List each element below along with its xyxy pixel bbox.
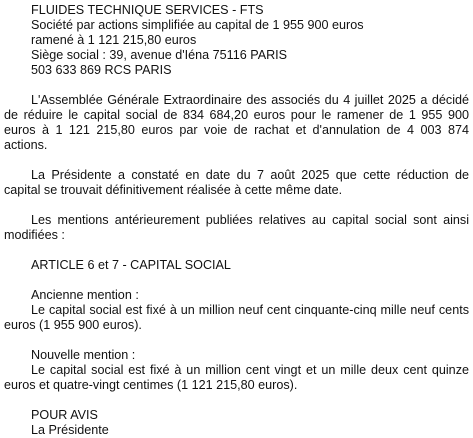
company-legal-form: Société par actions simplifiée au capital de 1 955 900 euros <box>31 18 364 32</box>
spacer <box>4 198 469 213</box>
spacer <box>4 393 469 408</box>
company-name: FLUIDES TECHNIQUE SERVICES - FTS <box>31 3 264 17</box>
assembly-decision-paragraph: L'Assemblée Générale Extraordinaire des associés du 4 juillet 2025 a décidé de réduire le capital social de 834 684,20 euros pour le ramener de 1 955 900 euros à 1 121 215,80 euros par voie de rachat et d'annulation de 4 003 874 actions. <box>4 93 469 152</box>
president-statement-paragraph: La Présidente a constaté en date du 7 août 2025 que cette réduction de capital se trouvait définitivement réalisée à cette même date. <box>4 168 469 197</box>
spacer <box>4 78 469 93</box>
spacer <box>4 273 469 288</box>
closing-pour-avis: POUR AVIS <box>31 408 98 422</box>
modifications-paragraph: Les mentions antérieurement publiées relatives au capital social sont ainsi modifiées : <box>4 213 469 242</box>
spacer <box>4 243 469 258</box>
company-capital-reduced: ramené à 1 121 215,80 euros <box>31 33 197 47</box>
new-mention-text: Le capital social est fixé à un million cent vingt et un mille deux cent quinze euros et quatre-vingt centimes (1 121 215,80 euros). <box>4 363 469 392</box>
company-address: Siège social : 39, avenue d'Iéna 75116 PARIS <box>31 48 288 62</box>
old-mention-label: Ancienne mention : <box>31 288 139 302</box>
spacer <box>4 153 469 168</box>
closing-signatory: La Présidente <box>31 423 109 437</box>
old-mention-text: Le capital social est fixé à un million neuf cent cinquante-cinq mille neuf cents euros (1 955 900 euros). <box>4 303 469 332</box>
company-header <box>4 3 469 78</box>
article-title: ARTICLE 6 et 7 - CAPITAL SOCIAL <box>31 258 231 272</box>
new-mention-label: Nouvelle mention : <box>31 348 136 362</box>
company-registration: 503 633 869 RCS PARIS <box>31 63 172 77</box>
spacer <box>4 333 469 348</box>
